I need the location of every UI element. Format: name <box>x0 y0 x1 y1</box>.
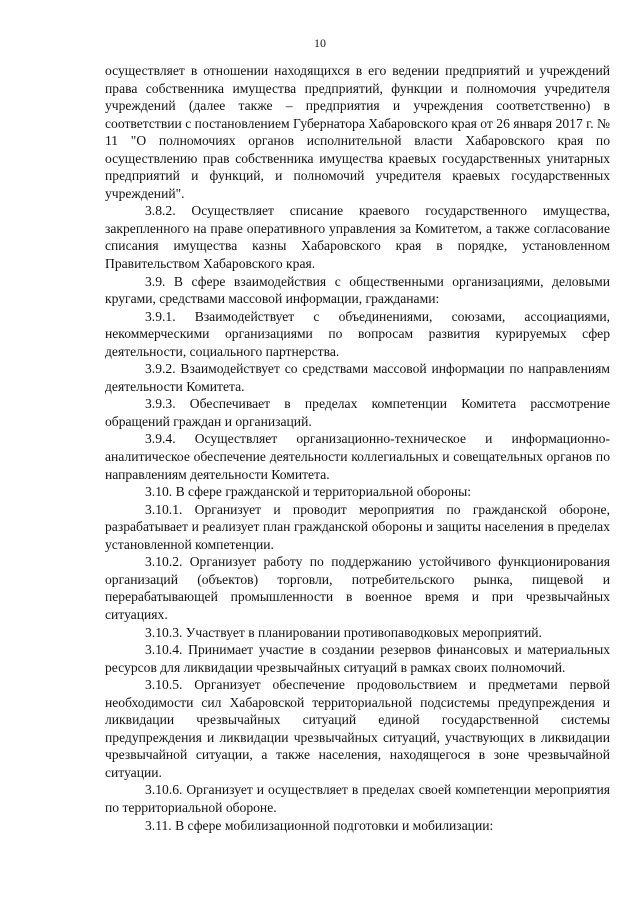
paragraph-3-10-6: 3.10.6. Организует и осуществляет в пределах своей компетенции мероприятия по территориальной обороне. <box>105 782 610 815</box>
paragraph-3-11: 3.11. В сфере мобилизационной подготовки и мобилизации: <box>145 817 494 833</box>
paragraph-3-9-2: 3.9.2. Взаимодействует со средствами массовой информации по направлениям деятельности Комитета. <box>105 361 610 394</box>
paragraph-3-10-4: 3.10.4. Принимает участие в создании резервов финансовых и материальных ресурсов для ликвидации чрезвычайных ситуаций в рамках своих полномочий. <box>105 642 610 675</box>
paragraph-3-9-4: 3.9.4. Осуществляет организационно-техническое и информационно-аналитическое обеспечение деятельности коллегиальных и совещательных органов по направлениям деятельности Комитета. <box>105 431 610 482</box>
document-body <box>105 62 610 834</box>
paragraph-3-9: 3.9. В сфере взаимодействия с общественными организациями, деловыми кругами, средствами массовой информации, гражданами: <box>105 273 610 307</box>
page-number: 10 <box>314 36 326 50</box>
paragraph-3-9-3: 3.9.3. Обеспечивает в пределах компетенции Комитета рассмотрение обращений граждан и организаций. <box>105 396 610 429</box>
paragraph-3-10-1: 3.10.1. Организует и проводит мероприятия по гражданской обороне, разрабатывает и реализует план гражданской обороны и защиты населения в пределах установленной компетенции. <box>105 501 610 552</box>
paragraph-3-10: 3.10. В сфере гражданской и территориальной обороны: <box>145 484 472 500</box>
paragraph-3-10-3: 3.10.3. Участвует в планировании противопаводковых мероприятий. <box>145 624 542 640</box>
paragraph-continued: осуществляет в отношении находящихся в его ведении предприятий и учреждений права собственника имущества предприятий, функции и полномочия учредителя учреждений (далее также – предприятия и учреждения соответственно) в соответствии с постановлением Губернатора Хабаровского края от 26 января 2017 г. № 11 "О полномочиях органов исполнительной власти Хабаровского края по осуществлению прав собственника имущества краевых государственных унитарных предприятий и функций, и полномочий учредителя краевых государственных учреждений". <box>105 63 610 201</box>
paragraph-3-8-2: 3.8.2. Осуществляет списание краевого государственного имущества, закрепленного на праве оперативного управления за Комитетом, а также согласование списания имущества казны Хабаровского края в порядке, установленном Правительством Хабаровского края. <box>105 203 610 272</box>
paragraph-3-10-2: 3.10.2. Организует работу по поддержанию устойчивого функционирования организаций (объектов) торговли, потребительского рынка, пищевой и перерабатывающей промышленности в военное время и при чрезвычайных ситуациях. <box>105 554 610 622</box>
paragraph-3-9-1: 3.9.1. Взаимодействует с объединениями, союзами, ассоциациями, некоммерческими организациями по вопросам развития курируемых сфер деятельности, социального партнерства. <box>105 308 610 359</box>
paragraph-3-10-5: 3.10.5. Организует обеспечение продовольствием и предметами первой необходимости сил Хабаровской территориальной подсистемы предупреждения и ликвидации чрезвычайных ситуаций единой государственной системы предупреждения и ликвидации чрезвычайных ситуаций, участвующих в ликвидации чрезвычайной ситуации, а также населения, находящегося в зоне чрезвычайной ситуации. <box>105 677 610 780</box>
